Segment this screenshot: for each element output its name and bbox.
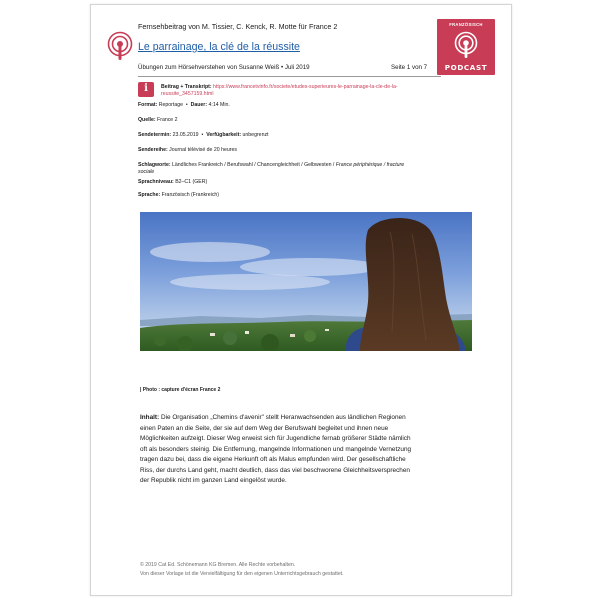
body-line-3: Möglichkeiten aufzeigt. Dieser Weg erweist sich für Jugendliche fernab größerer Städte nämlich: [140, 435, 411, 442]
beitrag-row: [161, 84, 398, 91]
sprachniveau-label: Sprachniveau:: [138, 179, 174, 185]
body-line-2: einen Paten an die Seite, der sie auf dem Weg der Berufswahl begleitet und ihnen neue: [140, 424, 389, 432]
page-number: Seite 1 von 7: [391, 64, 428, 71]
schlagworte-continued: [138, 169, 154, 176]
sendereihe-label: Sendereihe:: [138, 147, 168, 153]
sendetermin-value: 23.05.2019: [172, 132, 199, 138]
beitrag-url-continued: [161, 91, 214, 98]
sendetermin-row: Sendetermin: 23.05.2019 • Verfügbarkeit: unbegrenzt: [138, 132, 269, 138]
header-divider: [138, 76, 441, 77]
schlagworte-italic-2: sociale: [138, 169, 155, 175]
verfuegbarkeit-label: Verfügbarkeit:: [206, 132, 242, 138]
body-line-6: Riss, der durchs Land geht, macht deutlich, dass das viel beschworene Gleichheitsversprechen: [140, 466, 410, 474]
schlagworte-value: Ländliches Frankreich / Berufswahl / Chancengleichheit / Gelbwesten /: [172, 162, 335, 168]
sendetermin-label: Sendetermin:: [138, 132, 172, 138]
badge-label-top: FRANZÖSISCH: [449, 22, 483, 27]
document-title[interactable]: Le parrainage, la clé de la réussite: [138, 41, 300, 53]
quelle-row: [138, 117, 178, 124]
sprache-value: Französisch (Frankreich): [161, 192, 220, 198]
badge-label-bottom: PODCAST: [444, 63, 488, 72]
dauer-label: Dauer:: [190, 102, 208, 108]
document-page: [90, 4, 512, 596]
schlagworte-italic-1: France périphérique / fracture: [335, 162, 405, 168]
beitrag-url-line1[interactable]: https://www.francetvinfo.fr/societe/etudes-superieures-le-parrainage-la-cle-de-la-: [213, 84, 398, 90]
sendereihe-value: Journal télévisé de 20 heures: [169, 147, 237, 153]
podcast-badge: [437, 19, 495, 75]
content-summary: [140, 413, 472, 487]
sprachniveau-value: B2–C1 (GER): [175, 179, 208, 185]
inhalt-label: Inhalt:: [140, 414, 160, 421]
author-line: Fernsehbeitrag von M. Tissier, C. Kenck, R. Motte für France 2: [138, 22, 338, 31]
dauer-value: 4:14 Min.: [208, 102, 230, 108]
body-line-1: Die Organisation „Chemins d'avenir" stellt Heranwachsenden aus ländlichen Regionen: [160, 414, 406, 421]
body-line-7: der Republik nicht im ganzen Land eingelöst wurde.: [140, 477, 287, 484]
beitrag-label: Beitrag + Transkript:: [161, 84, 212, 90]
exercise-subtitle: Übungen zum Hörsehverstehen von Susanne Weiß • Juli 2019: [138, 64, 310, 71]
quelle-label: Quelle:: [138, 117, 156, 123]
quelle-value: France 2: [157, 117, 178, 123]
format-label: Format:: [138, 102, 158, 108]
beitrag-url-line2[interactable]: reussite_3457159.html: [161, 91, 214, 97]
body-line-4: oft als besonders steinig. Die Entfernung, mangelnde Informationen und mangelnde Vernetzung: [140, 445, 412, 453]
format-value: Reportage: [158, 102, 183, 108]
info-icon: i: [138, 82, 154, 97]
report-photo: [140, 212, 472, 351]
footer-notice: Von dieser Vorlage ist die Vervielfältigung für den eigenen Unterrichtsgebrauch gestattet.: [140, 571, 344, 577]
photo-caption: | Photo : capture d'écran France 2: [140, 387, 221, 393]
podcast-icon: [107, 31, 133, 61]
sprachniveau-row: [138, 179, 207, 186]
schlagworte-row: [138, 162, 404, 169]
podcast-badge-icon: [454, 31, 478, 61]
format-row: Format: Reportage • Dauer: 4:14 Min.: [138, 102, 230, 108]
sendereihe-row: [138, 147, 237, 154]
sprache-label: Sprache:: [138, 192, 161, 198]
body-line-5: tragen dazu bei, dass die eigene Herkunft oft als Malus empfunden wird. Der gesellschaftliche: [140, 456, 406, 463]
verfuegbarkeit-value: unbegrenzt: [242, 132, 269, 138]
sprache-row: [138, 192, 219, 199]
schlagworte-label: Schlagworte:: [138, 162, 171, 168]
footer-copyright: © 2019 Cat Ed. Schönemann KG Bremen. Alle Rechte vorbehalten.: [140, 562, 296, 568]
